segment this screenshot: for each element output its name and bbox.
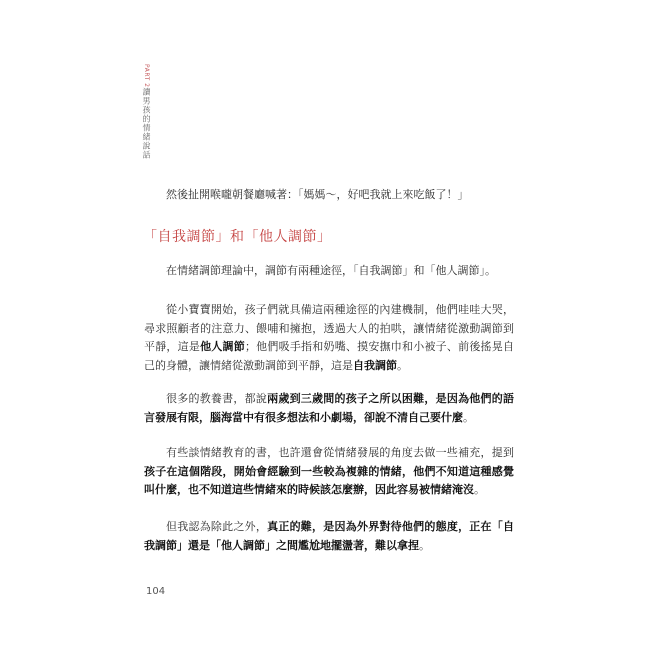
paragraph-6-bold: 真正的難，是因為外界對待他們的態度，正在「自我調節」還是「他人調節」之間尷尬地擺盪著，難以拿捏: [144, 520, 515, 552]
paragraph-3-bold-other-regulation: 他人調節: [200, 340, 245, 353]
section-heading: 「自我調節」和「他人調節」: [143, 229, 332, 245]
paragraph-5-text-a: 有些談情緒教育的書，也許還會從情緒發展的角度去做一些補充，提到: [166, 446, 514, 459]
paragraph-3-text-a: 從小寶寶開始，孩子們就具備這兩種途徑的內建機制，他們哇哇大哭，尋求照顧者的注意力、餵哺和擁抱，透過大人的拍哄，讓情緒從激動調節到平靜，這是: [144, 303, 514, 353]
paragraph-4-text-a: 很多的教養書，都說: [166, 392, 268, 405]
paragraph-4-bold: 兩歲到三歲間的孩子之所以困難，是因為他們的語言發展有限，腦海當中有很多想法和小劇場，卻說不清自己要什麼: [144, 392, 515, 424]
page-number: 104: [146, 586, 166, 597]
paragraph-4: [144, 390, 514, 427]
paragraph-5-text-c: 。: [474, 483, 485, 496]
paragraph-6: [144, 518, 514, 555]
paragraph-1: [144, 186, 514, 205]
part-label: PART 2: [143, 64, 150, 88]
paragraph-5-bold: 孩子在這個階段，開始會經驗到一些較為複雜的情緒，他們不知道這種感覺叫什麼，也不知道這些情緒來的時候該怎麼辦，因此容易被情緒淹沒: [144, 464, 514, 496]
chapter-title: 讀男孩的情緒說話: [142, 87, 151, 160]
paragraph-3-text-e: 。: [397, 358, 408, 372]
paragraph-3-bold-self-regulation: 自我調節: [353, 358, 397, 372]
paragraph-3: [144, 301, 514, 375]
paragraph-5: [144, 444, 514, 500]
paragraph-4-text-c: 。: [463, 410, 474, 424]
running-header: [141, 64, 151, 159]
paragraph-6-text-a: 但我認為除此之外，: [166, 520, 268, 533]
paragraph-6-text-c: 。: [419, 538, 430, 552]
paragraph-1-text: 然後扯開喉嚨朝餐廳喊著：「媽媽～，好吧我就上來吃飯了！」: [166, 188, 469, 201]
paragraph-2-text: 在情緒調節理論中，調節有兩種途徑，「自我調節」和「他人調節」。: [166, 264, 496, 277]
paragraph-3-text-c: ；他們吸手指和奶嘴、摸安撫巾和小被子、前後搖晃自己的身體，讓情緒從激動調節到平靜，這是: [144, 340, 514, 372]
paragraph-2: [144, 262, 514, 281]
